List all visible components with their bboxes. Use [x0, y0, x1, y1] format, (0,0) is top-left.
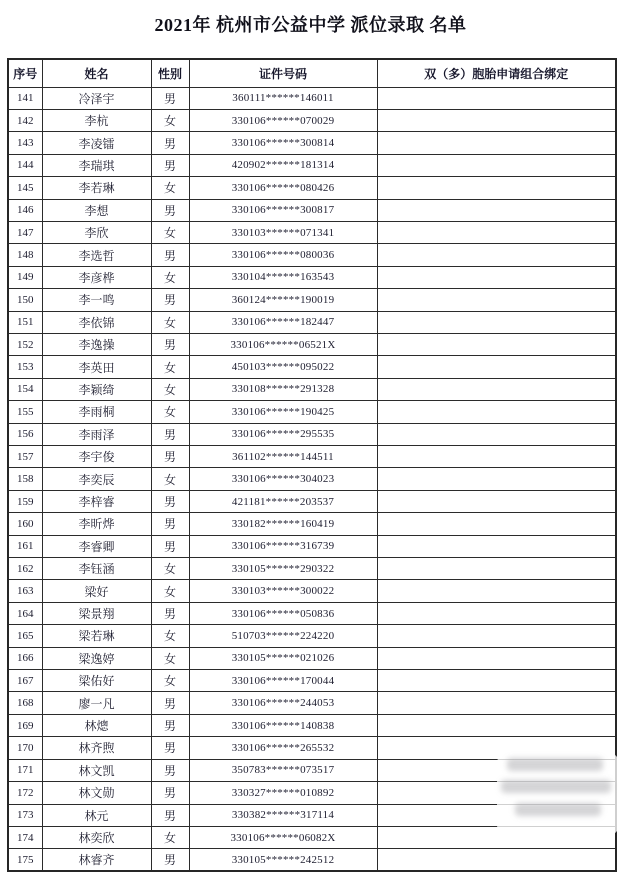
cell-gender: 女 [151, 580, 189, 602]
cell-name: 梁若琳 [42, 625, 151, 647]
cell-twin [377, 468, 616, 490]
cell-name: 梁逸婷 [42, 647, 151, 669]
cell-number: 167 [8, 670, 42, 692]
cell-number: 149 [8, 266, 42, 288]
cell-number: 147 [8, 221, 42, 243]
table-row [8, 602, 616, 624]
cell-name: 林元 [42, 804, 151, 826]
cell-gender: 女 [151, 468, 189, 490]
table-row [8, 625, 616, 647]
cell-number: 151 [8, 311, 42, 333]
cell-number: 152 [8, 333, 42, 355]
cell-name: 林文凯 [42, 759, 151, 781]
cell-id: 330104******163543 [189, 266, 377, 288]
table-row [8, 714, 616, 736]
cell-twin [377, 378, 616, 400]
cell-id: 330106******265532 [189, 737, 377, 759]
cell-id: 330106******06082X [189, 826, 377, 848]
table-row [8, 558, 616, 580]
cell-twin [377, 692, 616, 714]
cell-name: 林奕欣 [42, 826, 151, 848]
cell-id: 360124******190019 [189, 289, 377, 311]
table-row [8, 782, 616, 804]
cell-twin [377, 558, 616, 580]
cell-id: 450103******095022 [189, 356, 377, 378]
table-row [8, 670, 616, 692]
cell-number: 144 [8, 154, 42, 176]
cell-number: 148 [8, 244, 42, 266]
cell-name: 李依锦 [42, 311, 151, 333]
cell-gender: 男 [151, 804, 189, 826]
cell-id: 330106******080426 [189, 177, 377, 199]
cell-id: 330103******071341 [189, 221, 377, 243]
cell-number: 166 [8, 647, 42, 669]
cell-name: 李英田 [42, 356, 151, 378]
table-row [8, 109, 616, 131]
cell-id: 330106******06521X [189, 333, 377, 355]
cell-gender: 男 [151, 782, 189, 804]
cell-number: 142 [8, 109, 42, 131]
cell-twin [377, 401, 616, 423]
cell-number: 156 [8, 423, 42, 445]
cell-gender: 男 [151, 535, 189, 557]
cell-id: 330106******070029 [189, 109, 377, 131]
cell-name: 梁景翔 [42, 602, 151, 624]
cell-id: 330327******010892 [189, 782, 377, 804]
cell-id: 330105******021026 [189, 647, 377, 669]
cell-gender: 女 [151, 378, 189, 400]
table-row [8, 199, 616, 221]
cell-number: 165 [8, 625, 42, 647]
table-header [8, 59, 616, 87]
cell-id: 330106******050836 [189, 602, 377, 624]
cell-number: 153 [8, 356, 42, 378]
col-header-id: 证件号码 [189, 59, 377, 87]
cell-id: 330106******182447 [189, 311, 377, 333]
cell-name: 李瑞琪 [42, 154, 151, 176]
cell-id: 330105******242512 [189, 849, 377, 871]
cell-name: 李昕烨 [42, 513, 151, 535]
col-header-number: 序号 [8, 59, 42, 87]
table-row [8, 446, 616, 468]
cell-id: 420902******181314 [189, 154, 377, 176]
cell-number: 145 [8, 177, 42, 199]
cell-twin [377, 87, 616, 109]
cell-id: 330106******244053 [189, 692, 377, 714]
cell-id: 510703******224220 [189, 625, 377, 647]
table-row [8, 804, 616, 826]
cell-id: 330106******300814 [189, 132, 377, 154]
cell-gender: 男 [151, 692, 189, 714]
cell-name: 李欣 [42, 221, 151, 243]
cell-gender: 男 [151, 602, 189, 624]
cell-number: 164 [8, 602, 42, 624]
cell-gender: 女 [151, 401, 189, 423]
cell-name: 李凌镭 [42, 132, 151, 154]
cell-number: 168 [8, 692, 42, 714]
table-row [8, 221, 616, 243]
cell-twin [377, 849, 616, 871]
cell-twin [377, 602, 616, 624]
table-row [8, 154, 616, 176]
cell-name: 李选哲 [42, 244, 151, 266]
cell-twin [377, 132, 616, 154]
table-row [8, 266, 616, 288]
cell-twin [377, 423, 616, 445]
cell-number: 150 [8, 289, 42, 311]
cell-gender: 男 [151, 244, 189, 266]
cell-id: 330106******080036 [189, 244, 377, 266]
table-body [8, 87, 616, 871]
cell-gender: 男 [151, 513, 189, 535]
cell-id: 330106******170044 [189, 670, 377, 692]
cell-id: 330382******317114 [189, 804, 377, 826]
cell-gender: 女 [151, 826, 189, 848]
cell-gender: 女 [151, 177, 189, 199]
col-header-twin: 双（多）胞胎申请组合绑定 [377, 59, 616, 87]
cell-gender: 男 [151, 289, 189, 311]
table-row [8, 423, 616, 445]
cell-number: 157 [8, 446, 42, 468]
cell-name: 李若琳 [42, 177, 151, 199]
cell-twin [377, 177, 616, 199]
cell-gender: 男 [151, 154, 189, 176]
cell-number: 161 [8, 535, 42, 557]
table-row [8, 849, 616, 871]
cell-number: 162 [8, 558, 42, 580]
cell-twin [377, 490, 616, 512]
table-row [8, 826, 616, 848]
cell-name: 李钰涵 [42, 558, 151, 580]
cell-gender: 女 [151, 670, 189, 692]
page-title: 2021年 杭州市公益中学 派位录取 名单 [154, 15, 467, 35]
cell-name: 廖一凡 [42, 692, 151, 714]
cell-number: 169 [8, 714, 42, 736]
cell-id: 330105******290322 [189, 558, 377, 580]
cell-twin [377, 154, 616, 176]
cell-id: 361102******144511 [189, 446, 377, 468]
cell-number: 163 [8, 580, 42, 602]
cell-twin [377, 782, 616, 804]
cell-twin [377, 737, 616, 759]
cell-number: 171 [8, 759, 42, 781]
cell-id: 330106******300817 [189, 199, 377, 221]
cell-twin [377, 244, 616, 266]
table-row [8, 289, 616, 311]
cell-number: 174 [8, 826, 42, 848]
table-row [8, 311, 616, 333]
cell-number: 143 [8, 132, 42, 154]
cell-twin [377, 714, 616, 736]
cell-twin [377, 356, 616, 378]
table-row [8, 759, 616, 781]
table-row [8, 87, 616, 109]
cell-twin [377, 670, 616, 692]
cell-gender: 女 [151, 266, 189, 288]
table-row [8, 513, 616, 535]
cell-number: 146 [8, 199, 42, 221]
cell-gender: 女 [151, 558, 189, 580]
cell-gender: 男 [151, 737, 189, 759]
cell-name: 林睿齐 [42, 849, 151, 871]
cell-twin [377, 625, 616, 647]
roster-table [7, 58, 617, 872]
cell-id: 350783******073517 [189, 759, 377, 781]
cell-name: 李梓睿 [42, 490, 151, 512]
table-row [8, 132, 616, 154]
cell-twin [377, 580, 616, 602]
cell-gender: 女 [151, 647, 189, 669]
cell-name: 李宇俊 [42, 446, 151, 468]
cell-gender: 男 [151, 423, 189, 445]
header-row [8, 59, 616, 87]
cell-number: 141 [8, 87, 42, 109]
cell-name: 李睿卿 [42, 535, 151, 557]
table-row [8, 177, 616, 199]
cell-number: 160 [8, 513, 42, 535]
cell-name: 李颖绮 [42, 378, 151, 400]
cell-gender: 女 [151, 356, 189, 378]
cell-name: 李想 [42, 199, 151, 221]
table-row [8, 490, 616, 512]
table-row [8, 692, 616, 714]
table-row [8, 737, 616, 759]
cell-name: 李杭 [42, 109, 151, 131]
cell-twin [377, 289, 616, 311]
table-row [8, 333, 616, 355]
cell-id: 330106******316739 [189, 535, 377, 557]
cell-gender: 男 [151, 199, 189, 221]
cell-name: 李彦桦 [42, 266, 151, 288]
cell-twin [377, 221, 616, 243]
cell-id: 330103******300022 [189, 580, 377, 602]
cell-id: 330106******190425 [189, 401, 377, 423]
cell-name: 冷泽宇 [42, 87, 151, 109]
cell-gender: 女 [151, 311, 189, 333]
cell-name: 林熜 [42, 714, 151, 736]
cell-number: 159 [8, 490, 42, 512]
table-row [8, 535, 616, 557]
cell-twin [377, 446, 616, 468]
cell-twin [377, 513, 616, 535]
table-row [8, 580, 616, 602]
cell-twin [377, 333, 616, 355]
cell-number: 173 [8, 804, 42, 826]
table-row [8, 244, 616, 266]
cell-twin [377, 199, 616, 221]
cell-twin [377, 535, 616, 557]
cell-number: 172 [8, 782, 42, 804]
cell-twin [377, 311, 616, 333]
cell-twin [377, 826, 616, 848]
cell-name: 梁佑好 [42, 670, 151, 692]
cell-id: 330106******140838 [189, 714, 377, 736]
cell-name: 林齐煦 [42, 737, 151, 759]
table-row [8, 401, 616, 423]
cell-gender: 男 [151, 446, 189, 468]
cell-twin [377, 266, 616, 288]
cell-gender: 男 [151, 849, 189, 871]
cell-id: 421181******203537 [189, 490, 377, 512]
cell-gender: 男 [151, 132, 189, 154]
cell-gender: 男 [151, 87, 189, 109]
cell-gender: 女 [151, 109, 189, 131]
table-row [8, 647, 616, 669]
cell-id: 330108******291328 [189, 378, 377, 400]
cell-name: 李奕辰 [42, 468, 151, 490]
cell-name: 李雨泽 [42, 423, 151, 445]
cell-twin [377, 759, 616, 781]
cell-gender: 男 [151, 759, 189, 781]
cell-number: 175 [8, 849, 42, 871]
cell-number: 158 [8, 468, 42, 490]
cell-twin [377, 647, 616, 669]
cell-name: 李一鸣 [42, 289, 151, 311]
table-row [8, 378, 616, 400]
cell-name: 林文勋 [42, 782, 151, 804]
cell-gender: 女 [151, 625, 189, 647]
cell-name: 李逸操 [42, 333, 151, 355]
cell-twin [377, 804, 616, 826]
cell-id: 330106******304023 [189, 468, 377, 490]
col-header-name: 姓名 [42, 59, 151, 87]
cell-name: 梁好 [42, 580, 151, 602]
cell-gender: 男 [151, 714, 189, 736]
cell-number: 155 [8, 401, 42, 423]
cell-id: 330182******160419 [189, 513, 377, 535]
cell-id: 330106******295535 [189, 423, 377, 445]
cell-twin [377, 109, 616, 131]
cell-gender: 女 [151, 221, 189, 243]
cell-id: 360111******146011 [189, 87, 377, 109]
table-row [8, 356, 616, 378]
table-row [8, 468, 616, 490]
cell-gender: 男 [151, 490, 189, 512]
cell-number: 154 [8, 378, 42, 400]
cell-gender: 男 [151, 333, 189, 355]
cell-name: 李雨桐 [42, 401, 151, 423]
cell-number: 170 [8, 737, 42, 759]
col-header-gender: 性别 [151, 59, 189, 87]
